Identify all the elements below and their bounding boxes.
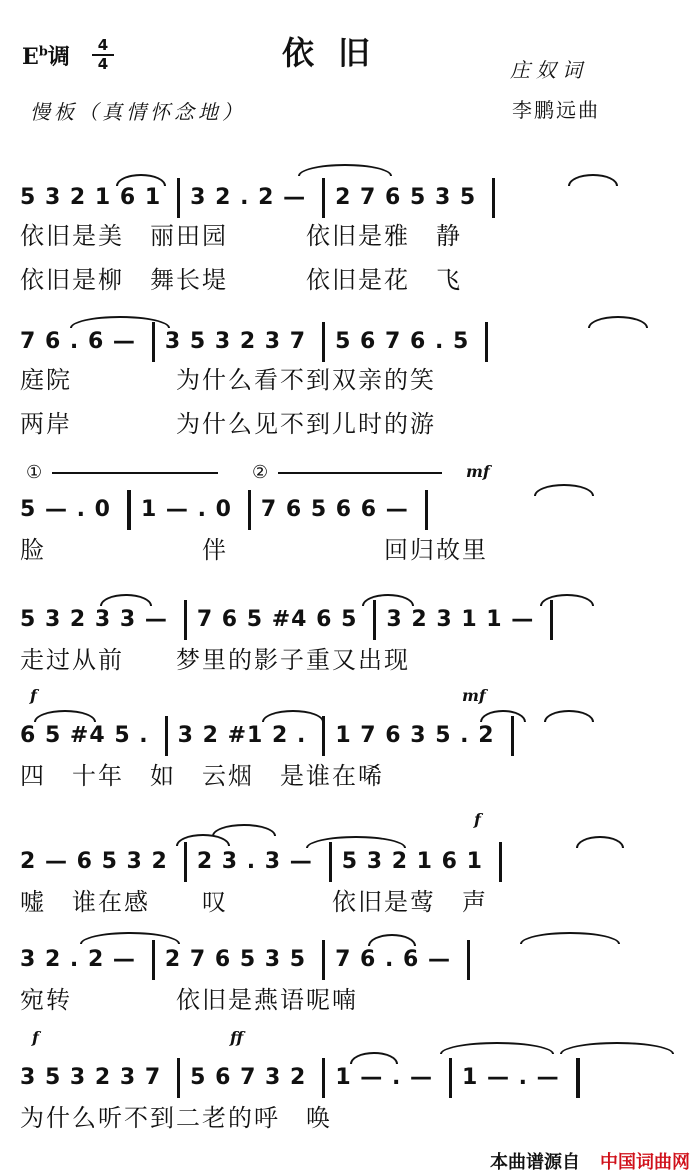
barline: [184, 600, 187, 640]
slur: [588, 316, 648, 328]
measure: 1 — . —: [335, 1065, 433, 1090]
measure: 2 7 6 5 3 5: [164, 947, 307, 972]
barline: [449, 1058, 452, 1098]
dynamic-mark: f: [30, 686, 37, 705]
measure: 5 3 2 1 6 1: [341, 849, 483, 874]
notation-line: [20, 600, 563, 640]
lyric-verse-1: 脸 伴 回归故里: [20, 536, 488, 564]
measure: 1 — . 0: [140, 497, 232, 522]
measure: 3 5 3 2 3 7: [164, 329, 307, 354]
measure: 7 6 . 6 —: [20, 329, 136, 354]
notation-line: [20, 490, 438, 530]
measure: 5 6 7 6 . 5: [335, 329, 470, 354]
measure: 1 — . —: [462, 1065, 560, 1090]
lyric-verse-1: 宛转 依旧是燕语呢喃: [20, 986, 358, 1014]
slur: [576, 836, 624, 848]
measure: 5 3 2 3 3 —: [20, 607, 168, 632]
barline: [177, 178, 180, 218]
barline: [322, 1058, 325, 1098]
barline: [248, 490, 251, 530]
notation-line: [20, 842, 512, 882]
measure: 3 2 3 1 1 —: [386, 607, 535, 632]
notation-line: [20, 1058, 590, 1098]
barline: [550, 600, 553, 640]
barline: [322, 178, 325, 218]
slur: [544, 710, 594, 722]
first-ending-line: [52, 472, 218, 474]
barline: [492, 178, 495, 218]
barline: [152, 322, 155, 362]
barline: [152, 940, 155, 980]
barline: [467, 940, 470, 980]
barline: [425, 490, 428, 530]
first-ending-mark: ①: [26, 462, 43, 483]
measure: 5 — . 0: [20, 497, 111, 522]
barline: [329, 842, 332, 882]
song-title: 依旧: [282, 34, 395, 72]
measure: 7 6 . 6 —: [335, 947, 451, 972]
source-label: 本曲谱源自: [490, 1152, 580, 1173]
measure: 7 6 5 6 6 —: [260, 497, 409, 522]
notation-line: [20, 322, 498, 362]
barline: [373, 600, 376, 640]
lyric-verse-1: 四 十年 如 云烟 是谁在唏: [20, 762, 384, 790]
measure: 2 — 6 5 3 2: [20, 849, 168, 874]
barline: [322, 322, 325, 362]
lyric-verse-1: 庭院 为什么看不到双亲的笑: [20, 366, 436, 394]
barline: [322, 716, 325, 756]
barline: [511, 716, 514, 756]
notation-line: [20, 716, 524, 756]
lyric-verse-2: 两岸 为什么见不到儿时的游: [20, 410, 436, 438]
repeat-barline: [127, 490, 131, 530]
time-signature: 4 4: [92, 38, 114, 72]
lyric-verse-1: 为什么听不到二老的呼 唤: [20, 1104, 332, 1132]
notation-line: [20, 940, 480, 980]
measure: 3 2 . 2 —: [20, 947, 136, 972]
dynamic-mark: mf: [466, 462, 490, 481]
measure: 3 2 . 2 —: [190, 185, 307, 210]
measure: 3 2 #1 2 .: [177, 723, 307, 748]
slur: [568, 174, 618, 186]
slur: [560, 1042, 674, 1054]
site-link[interactable]: 中国词曲网: [600, 1152, 690, 1173]
second-ending-line: [278, 472, 442, 474]
barline: [485, 322, 488, 362]
measure: 5 6 7 3 2: [190, 1065, 307, 1090]
lyric-verse-1: 走过从前 梦里的影子重又出现: [20, 646, 410, 674]
measure: 3 5 3 2 3 7: [20, 1065, 162, 1090]
final-barline: [576, 1058, 580, 1098]
lyricist: 庄奴词: [510, 58, 588, 82]
barline: [322, 940, 325, 980]
measure: 2 7 6 5 3 5: [335, 185, 477, 210]
measure: 2 3 . 3 —: [196, 849, 313, 874]
lyric-verse-2: 依旧是柳 舞长堤 依旧是花 飞: [20, 266, 462, 294]
measure: 5 3 2 1 6 1: [20, 185, 162, 210]
dynamic-mark: f: [32, 1028, 39, 1047]
barline: [165, 716, 168, 756]
measure: 6 5 #4 5 .: [20, 723, 149, 748]
composer: 李鹏远曲: [512, 98, 600, 122]
barline: [177, 1058, 180, 1098]
second-ending-mark: ②: [252, 462, 269, 483]
slur: [520, 932, 620, 944]
lyric-verse-1: 嘘 谁在感 叹 依旧是莺 声: [20, 888, 488, 916]
slur: [440, 1042, 554, 1054]
barline: [184, 842, 187, 882]
lyric-verse-1: 依旧是美 丽田园 依旧是雅 静: [20, 222, 462, 250]
notation-line: [20, 178, 505, 218]
dynamic-mark: mf: [462, 686, 486, 705]
slur: [298, 164, 392, 176]
slur: [212, 824, 276, 836]
dynamic-mark: f: [474, 810, 481, 829]
dynamic-mark: ff: [230, 1028, 244, 1047]
slur: [534, 484, 594, 496]
measure: 1 7 6 3 5 . 2: [335, 723, 495, 748]
barline: [499, 842, 502, 882]
measure: 7 6 5 #4 6 5: [196, 607, 358, 632]
tempo-marking: 慢板（真情怀念地）: [30, 100, 246, 124]
key-signature: $E^b$调: [22, 44, 70, 70]
